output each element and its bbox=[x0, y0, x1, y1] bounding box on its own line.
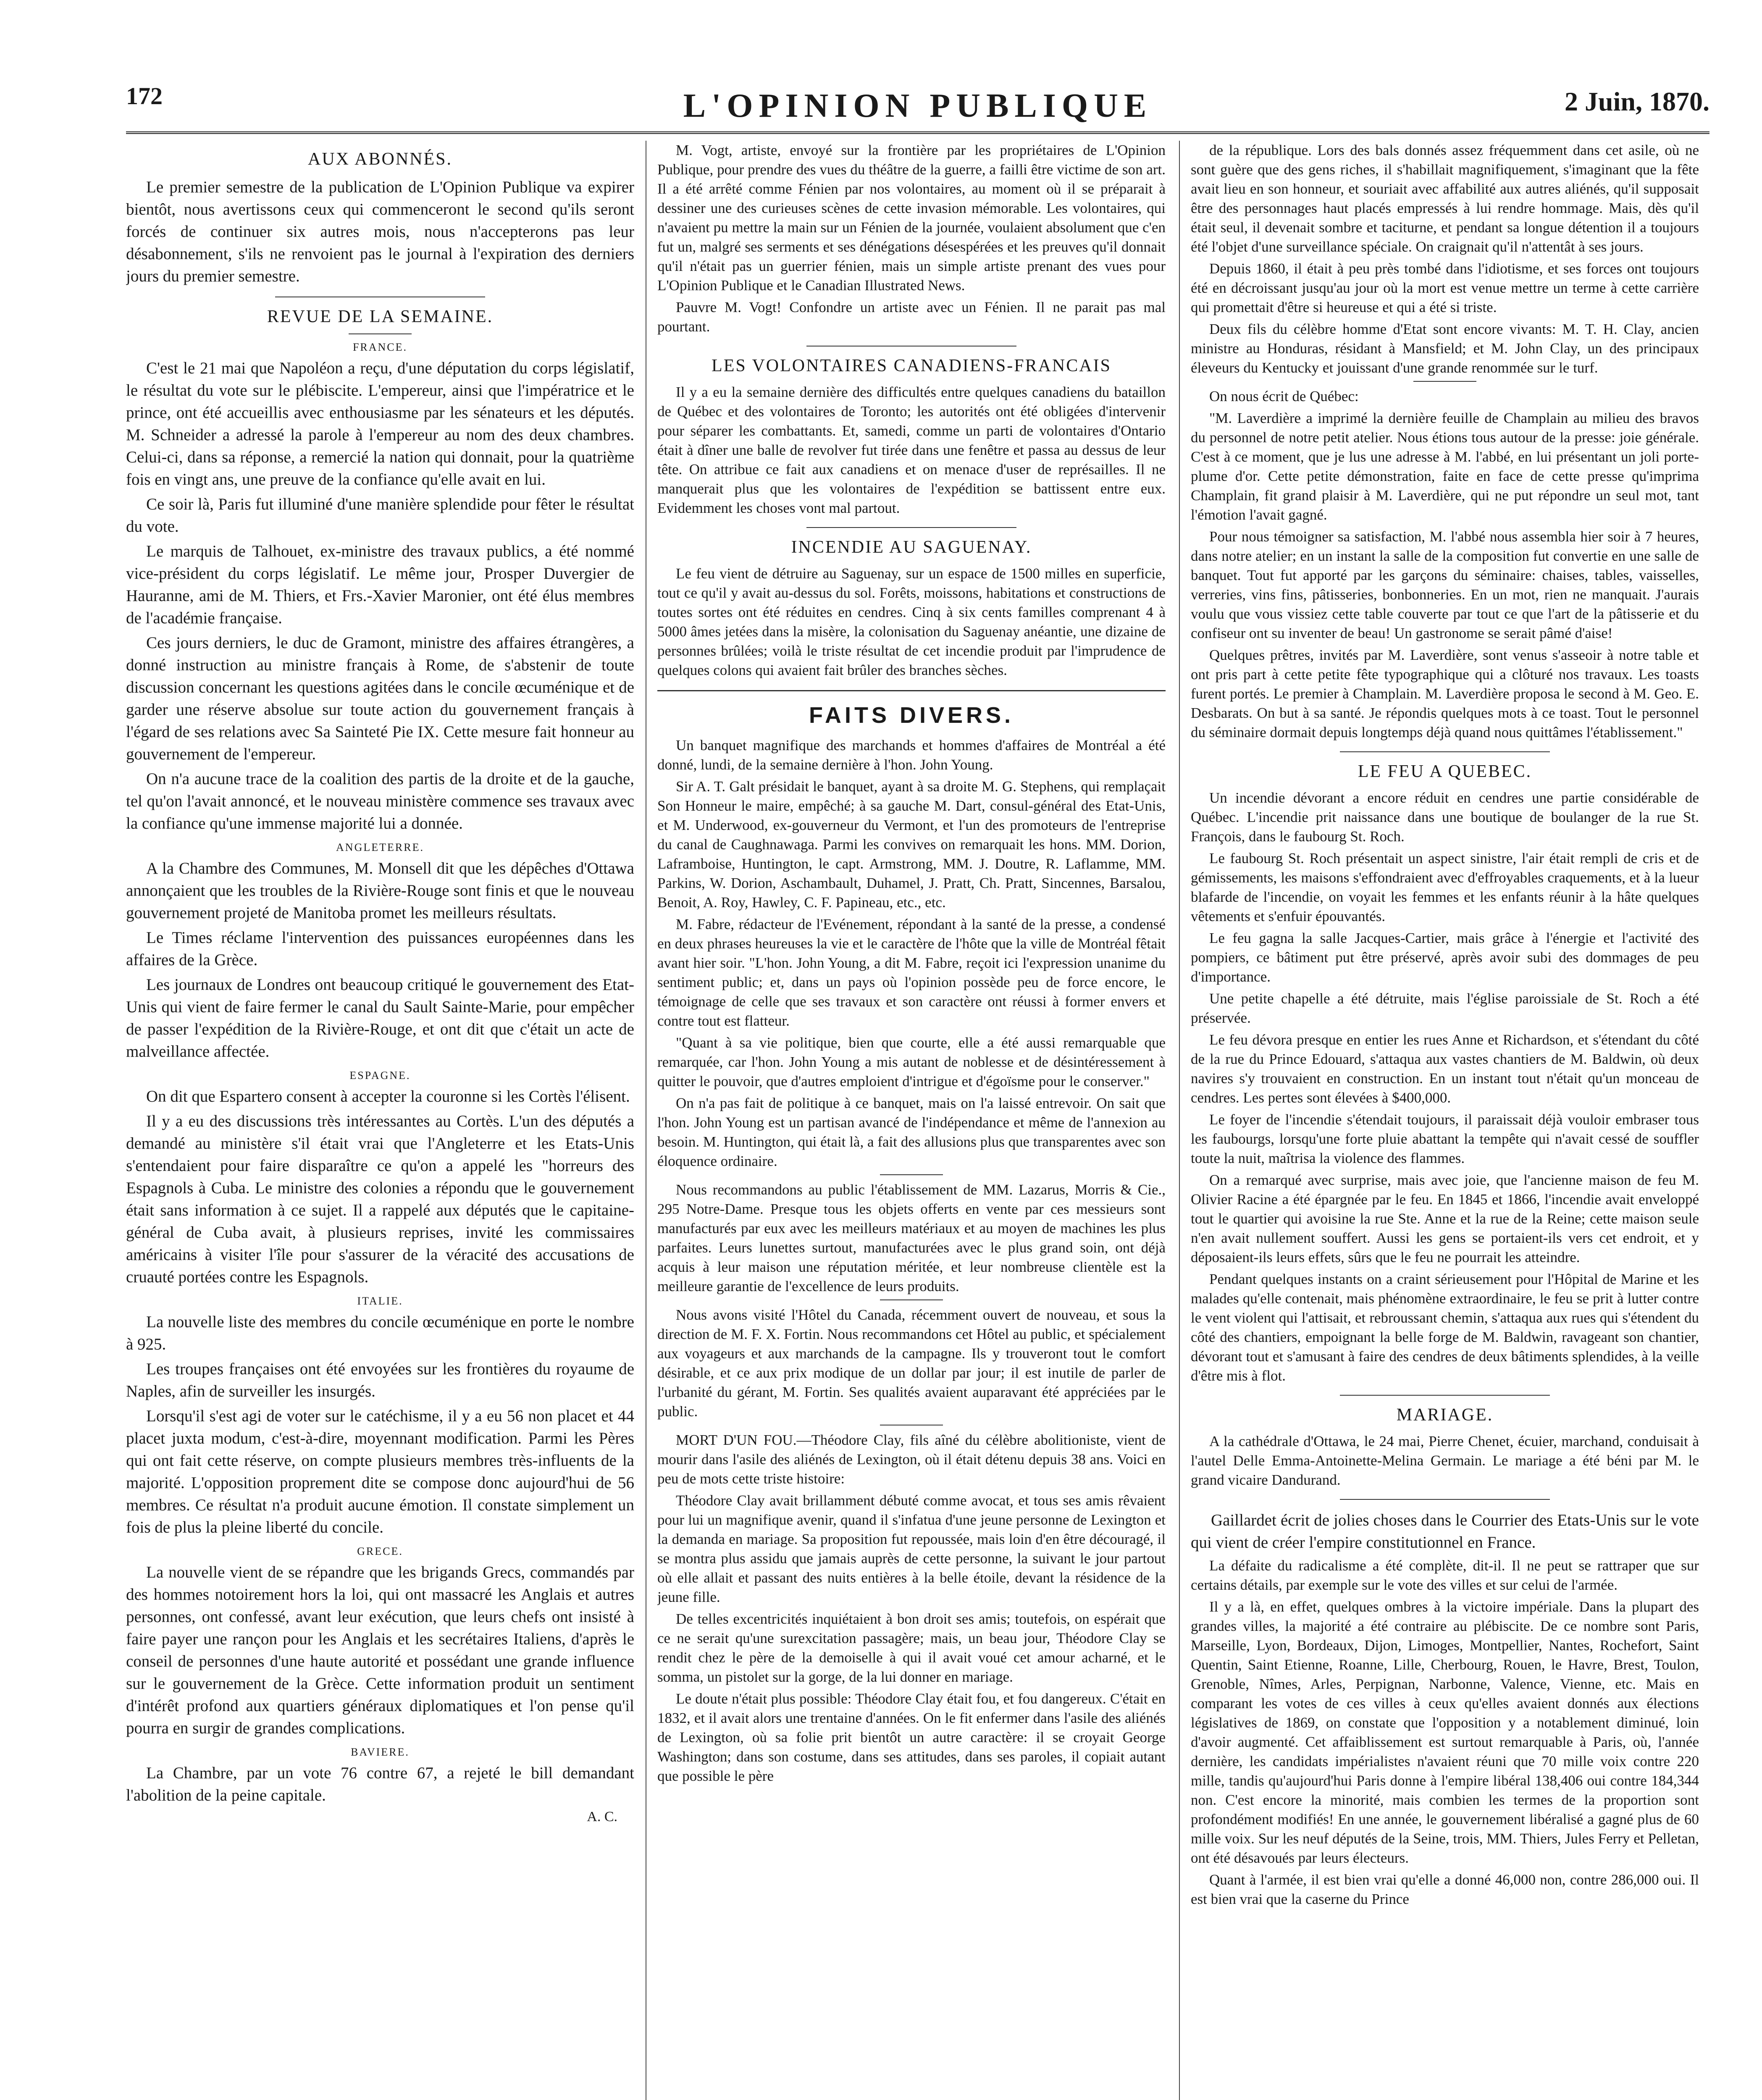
paragraph: Les troupes françaises ont été envoyées sur les frontières du royaume de Naples, afin de surveiller les insurgés. bbox=[126, 1360, 634, 1400]
separator bbox=[349, 333, 412, 334]
paragraph: Il y a là, en effet, quelques ombres à la victoire impériale. Dans la plupart des grandes villes, la majorité a été contraire au plébiscite. De ce nombre sont Paris, Marseille, Lyon, Bordeaux, Dijon, Limoges, Montpellier, Nantes, Rochefort, Saint Quentin, Saint Etienne, Roanne, Lille, Cherbourg, Rouen, le Havre, Brest, Toulon, Grenoble, Nîmes, Arles, Perpignan, Narbonne, Valence, Vienne, etc. Mais en comparant les votes de ces villes à ceux qu'elles avaient donnés aux élections législatives de 1869, on constate que l'opposition y a notablement diminué, loin d'avoir augmenté. Cet affaiblissement est surtout remarquable à Paris, où, l'année dernière, les candidats impérialistes n'avaient réuni que 70 mille voix contre 220 mille, tandis qu'aujourd'hui Paris donne à l'empire libéral 138,406 oui contre 184,344 non. C'est encore la minorité, mais combien les termes de la proportion sont profondément modifiés! En une année, le gouvernement libéralisé a gagné plus de 60 mille voix. Sur les neuf députés de la Seine, trois, MM. Thiers, Jules Ferry et Pelletan, ont été désavoués par leurs électeurs. bbox=[1191, 1599, 1699, 1866]
paragraph: On dit que Espartero consent à accepter la couronne si les Cortès l'élisent. bbox=[146, 1087, 630, 1105]
paragraph: Deux fils du célèbre homme d'Etat sont encore vivants: M. T. H. Clay, ancien ministre au Honduras, résidant à Mansfield; et M. John Clay, un des principaux éleveurs du Kentucky et jouissant d'une grande renommée sur le turf. bbox=[1191, 321, 1699, 376]
paragraph: Le feu dévora presque en entier les rues Anne et Richardson, et s'étendant du côté de la rue du Prince Edouard, s'attaqua aux vastes chantiers de M. Baldwin, où deux navires s'y trouvaient en construction. En un instant tout n'était qu'un monceau de cendres. Les pertes sont élevées à $400,000. bbox=[1191, 1032, 1699, 1106]
paragraph: A la Chambre des Communes, M. Monsell dit que les dépêches d'Ottawa annonçaient que les troubles de la Rivière-Rouge sont finis et que le nouveau gouvernement projeté de Manitoba promet les meilleurs résultats. bbox=[126, 859, 634, 922]
paragraph: Le premier semestre de la publication de L'Opinion Publique va expirer bientôt, nous avertissons ceux qui commenceront le second qu'ils seront forcés de continuer six autres mois, nous n'accepterons pas leur désabonnement, s'ils ne renvoient pas le journal à l'expiration des derniers jours du premier semestre. bbox=[126, 178, 634, 285]
paragraph: On nous écrit de Québec: bbox=[1209, 388, 1359, 404]
paragraph: Nous recommandons au public l'établissement de MM. Lazarus, Morris & Cie., 295 Notre-Dame. Presque tous les objets offerts en vente par ces messieurs sont manufacturés par eux avec les meilleurs matériaux et au moyen de machines les plus parfaites. Leurs lunettes surtout, manufacturées avec le plus grand soin, ont déjà acquis à leur maison une réputation méritée, et leur nombreuse clientèle est la meilleure garantie de l'excellence de leurs produits. bbox=[657, 1181, 1166, 1294]
separator bbox=[880, 1174, 943, 1175]
paragraph: "Quant à sa vie politique, bien que courte, elle a été aussi remarquable que remarquée, car l'hon. John Young a mis autant de noblesse et de désintéressement à quitter le pouvoir, que d'autres emploient d'intrigue et d'égoïsme pour le conserver." bbox=[657, 1034, 1166, 1089]
paragraph: Depuis 1860, il était à peu près tombé dans l'idiotisme, et ses forces ont toujours été en décroissant jusqu'au jour où la mort est venue mettre un terme à cette carrière qui promettait d'être si heureuse et qui a été si triste. bbox=[1191, 260, 1699, 315]
separator bbox=[657, 690, 1166, 691]
paragraph: Le feu vient de détruire au Saguenay, sur un espace de 1500 milles en superficie, tout ce qu'il y avait au-dessus du sol. Forêts, moissons, habitations et constructions de toutes sortes ont été réduites en cendres. Cinq à six cents familles comprenant 4 à 5000 âmes jetées dans la misère, la colonisation du Saguenay anéantie, une dizaine de personnes brûlées; voilà le triste résultat de cet incendie produit par l'imprudence de quelques colons qui avaient fait brûler des branches sèches. bbox=[657, 565, 1166, 678]
page-number: 172 bbox=[126, 82, 163, 110]
paragraph: Le marquis de Talhouet, ex-ministre des travaux publics, a été nommé vice-président du corps législatif. Le même jour, Prosper Duvergier de Hauranne, ami de M. Thiers, et Frs.-Xavier Maronier, ont été élus membres de l'académie française. bbox=[126, 542, 634, 627]
paragraph: Pour nous témoigner sa satisfaction, M. l'abbé nous assembla hier soir à 7 heures, dans notre atelier; en un instant la salle de la composition fut convertie en une salle de banquet. Tout fut apporté par les garçons du séminaire: chaises, tables, vaisselles, verreries, vins fins, pâtisseries, bonbonneries. En un mot, rien ne manquait. J'aurais voulu que vous vissiez cette table couverte par tout ce que l'art de la pâtisserie et du confiseur ont su inventer de beau! Un gastronome se serait pâmé d'aise! bbox=[1191, 528, 1699, 641]
paragraph: Pauvre M. Vogt! Confondre un artiste avec un Fénien. Il ne parait pas mal pourtant. bbox=[657, 299, 1166, 335]
column-3 bbox=[1191, 141, 1699, 2100]
section-heading-faits-divers: FAITS DIVERS. bbox=[809, 703, 1014, 728]
subheading-italie: ITALIE. bbox=[357, 1295, 403, 1307]
paragraph: Théodore Clay avait brillamment débuté comme avocat, et tous ses amis rêvaient pour lui un magnifique avenir, quand il s'infatua d'une jeune personne de Lexington et la demanda en mariage. Sa proposition fut repoussée, mais loin d'en être découragé, il se montra plus assidu que jamais auprès de cette personne, la suivant le jour partout où elle allait et passant des nuits entières à la belle étoile, devant la résidence de la jeune fille. bbox=[657, 1492, 1166, 1605]
paragraph: M. Fabre, rédacteur de l'Evénement, répondant à la santé de la presse, a condensé en deux phrases heureuses la vie et le caractère de l'hôte que la ville de Montréal fêtait avant hier soir. "L'hon. John Young, a dit M. Fabre, reçoit ici l'expression unanime du sentiment public; et, dans un pays où l'opinion possède peu de force encore, le témoignage de celle que ses travaux et son caractère ont réussi à former envers et contre tout est flatteur. bbox=[657, 916, 1166, 1029]
paragraph: Quelques prêtres, invités par M. Laverdière, sont venus s'asseoir à notre table et ont pris part à cette petite fête typographique qui a clôturé nos travaux. Les toasts furent portés. Le premier à Champlain. M. Laverdière proposa le second à M. Geo. E. Desbarats. On but à sa santé. Je répondis quelques mots à ce toast. Tout le personnel du séminaire dormait depuis longtemps déjà quand nous quittâmes l'établissement." bbox=[1191, 647, 1699, 740]
paragraph: Il y a eu la semaine dernière des difficultés entre quelques canadiens du bataillon de Québec et des volontaires de Toronto; les autorités ont été obligées d'intervenir pour séparer les combattants. Et, samedi, comme un parti de volontaires d'Ontario était à dîner une balle de revolver fut tirée dans une fenêtre et passa au dessus de leur tête. On attribue ce fait aux canadiens et on menace d'user de représailles. Il ne manquerait plus que les volontaires de l'expédition se battissent entre eux. Evidemment les choses vont mal partout. bbox=[657, 384, 1166, 516]
paragraph: De telles excentricités inquiétaient à bon droit ses amis; toutefois, on espérait que ce ne serait qu'une surexcitation passagère; mais, un beau jour, Théodore Clay se rendit chez le père de la demoiselle à qui il avait voué cet amour acharné, et le somma, un pistolet sur la gorge, de la lui donner en mariage. bbox=[657, 1611, 1166, 1685]
paragraph: A la cathédrale d'Ottawa, le 24 mai, Pierre Chenet, écuier, marchand, conduisait à l'autel Delle Emma-Antoinette-Melina Germain. Le mariage a été béni par M. le grand vicaire Dandurand. bbox=[1191, 1433, 1699, 1488]
column-2 bbox=[657, 141, 1166, 2100]
paragraph: Le doute n'était plus possible: Théodore Clay était fou, et fou dangereux. C'était en 1832, et il avait alors une trentaine d'années. On le fit enfermer dans l'asile des aliénés de Lexington, où sa folie prit bientôt un autre caractère: il se croyait George Washington; dans son costume, dans ses attitudes, dans ses paroles, il copiait autant que possible le père bbox=[657, 1690, 1166, 1784]
paragraph: Le faubourg St. Roch présentait un aspect sinistre, l'air était rempli de cris et de gémissements, les maisons s'effondraient avec d'effroyables craquements, et à la lueur blafarde de l'incendie, on voyait les femmes et les enfants réunir à la hâte quelques vêtements et s'enfuir épouvantés. bbox=[1191, 850, 1699, 924]
paragraph: Il y a eu des discussions très intéressantes au Cortès. L'un des députés a demandé au ministère s'il était vrai que l'Angleterre et les Etats-Unis s'entendaient pour faire disparaître ce qu'on a appelé les "horreurs des Espagnols à Cuba. Le ministre des colonies a répondu que le gouvernement était sans information à ce sujet. Il a rappelé aux députés que le capitaine-général de Cuba avait, à plusieurs reprises, invité les commissaires américains à visiter l'île pour s'assurer de la véracité des accusations de cruauté portées contre les Espagnols. bbox=[126, 1112, 634, 1286]
paragraph: Le Times réclame l'intervention des puissances européennes dans les affaires de la Grèce. bbox=[126, 929, 634, 969]
signature: A. C. bbox=[587, 1809, 617, 1824]
paragraph: Le foyer de l'incendie s'étendait toujours, il paraissait déjà vouloir embraser tous les faubourgs, lorsqu'une forte pluie abattant la tempête qui n'avait cessé de souffler toute la nuit, maîtrisa la violence des flammes. bbox=[1191, 1111, 1699, 1166]
paragraph: On a remarqué avec surprise, mais avec joie, que l'ancienne maison de feu M. Olivier Racine a été épargnée par le feu. En 1845 et 1866, l'incendie avait enveloppé tout le quartier qui avoisine la rue Ste. Anne et la rue de la Reine; cette maison seule n'en avait nullement souffert. Aussi les gens se portaient-ils vers cet endroit, et y déposaient-ils leurs effets, sûrs que le feu ne pourrait les atteindre. bbox=[1191, 1172, 1699, 1265]
section-heading-abonnes: AUX ABONNÉS. bbox=[307, 150, 453, 169]
separator bbox=[880, 1299, 943, 1300]
issue-date: 2 Juin, 1870. bbox=[1565, 87, 1709, 116]
subheading-angleterre: ANGLETERRE. bbox=[336, 841, 424, 853]
paragraph: "M. Laverdière a imprimé la dernière feuille de Champlain au milieu des bravos du personnel de notre petit atelier. Nous étions tous autour de la presse: joie générale. C'est à ce moment, que je lus une adresse à M. l'abbé, en lui présentant un joli porte-plume d'or. Cette petite démonstration, faite en face de cette presse qu'imprima Champlain, fit grand plaisir à M. Laverdière, qui ne put répondre un seul mot, tant l'émotion l'avait gagné. bbox=[1191, 410, 1699, 523]
subheading-grece: GRECE. bbox=[357, 1545, 403, 1557]
masthead-rule bbox=[126, 131, 1709, 134]
paragraph: Nous avons visité l'Hôtel du Canada, récemment ouvert de nouveau, et sous la direction de M. F. X. Fortin. Nous recommandons cet Hôtel au public, et spécialement aux voyageurs et aux marchands de la campagne. Ils y trouveront tout le comfort désirable, et ce aux prix modique de un dollar par jour; il est inutile de parler de l'urbanité du gérant, M. Fortin. Ses qualités avaient auparavant été appréciées par le public. bbox=[657, 1307, 1166, 1420]
newspaper-title: L'OPINION PUBLIQUE bbox=[683, 87, 1153, 124]
paragraph: La défaite du radicalisme a été complète, dit-il. Il ne peut se rattraper que sur certains détails, par exemple sur le vote des villes et sur celui de l'armée. bbox=[1191, 1557, 1699, 1593]
paragraph: Pendant quelques instants on a craint sérieusement pour l'Hôpital de Marine et les malades qu'elle contenait, mais phénomène extraordinaire, le feu se prit à lutter contre le vent violent qui l'attisait, et rebroussant chemin, s'attaqua aux rues qui s'étendent du côté des chantiers, empoignant la belle forge de M. Baldwin, ravageant son chantier, dévorant tout et s'amusant à faire des cendres de deux bâtiments splendides, à la veille d'être mis à flot. bbox=[1191, 1271, 1699, 1384]
paragraph: Sir A. T. Galt présidait le banquet, ayant à sa droite M. G. Stephens, qui remplaçait Son Honneur le maire, empêché; à sa gauche M. Dart, consul-général des Etat-Unis, et M. Underwood, ex-gouverneur du Vermont, et l'un des promoteurs de l'entreprise du canal de Caughnawaga. Parmi les convives on remarquait les hons. MM. Dorion, Laframboise, Huntington, le capt. Armstrong, MM. J. Doutre, R. Laflamme, MM. Parkins, W. Dorion, Aschambault, Duhamel, J. Pratt, Ch. Pratt, Sincennes, Barsalou, Benoit, A. Roy, Hawley, C. F. Papineau, etc., etc. bbox=[657, 778, 1166, 911]
paragraph: On n'a aucune trace de la coalition des partis de la droite et de la gauche, tel qu'on l'avait annoncé, et le nouveau ministère commence ses travaux avec la confiance qu'une immense majorité lui a donnée. bbox=[126, 770, 634, 832]
masthead bbox=[126, 82, 1709, 145]
column-1 bbox=[126, 141, 634, 2100]
separator bbox=[1340, 751, 1550, 752]
paragraph: Ce soir là, Paris fut illuminé d'une manière splendide pour fêter le résultat du vote. bbox=[126, 495, 634, 536]
paragraph: Lorsqu'il s'est agi de voter sur le catéchisme, il y a eu 56 non placet et 44 placet juxta modum, c'est-à-dire, moyennant modification. Parmi les Pères qui ont fait cette réserve, on compte plusieurs membres très-influents de la majorité. L'opposition proprement dite se compose donc aujourd'hui de 56 membres. Ce résultat n'a produit aucune émotion. Il constate simplement un fois de plus la pleine liberté du concile. bbox=[126, 1407, 634, 1536]
paragraph: Ces jours derniers, le duc de Gramont, ministre des affaires étrangères, a donné instruction au ministre français à Rome, de s'abstenir de toute discussion concernant les questions agitées dans le concile œcuménique et de garder une réserve absolue sur toute action du gouvernement français à l'égard de ses relations avec Sa Sainteté Pie IX. Cette mesure fait honneur au gouvernement de l'empereur. bbox=[126, 634, 634, 763]
paragraph: La nouvelle vient de se répandre que les brigands Grecs, commandés par des hommes notoirement hors la loi, qui ont massacré les Anglais et autres personnes, ont confessé, avant leur exécution, que leurs chefs ont insisté à faire payer une rançon pour les Anglais et les secrétaires Italiens, d'après le conseil de personnes d'une haute autorité et possédant une grande influence sur le gouvernement de la Grèce. Cette information produit un sentiment d'intérêt profond aux quartiers généraux diplomatiques et l'on pense qu'il pourra en surgir de grandes complications. bbox=[126, 1563, 634, 1737]
paragraph: On n'a pas fait de politique à ce banquet, mais on l'a laissé entrevoir. On sait que l'hon. John Young est un partisan avancé de l'indépendance et même de l'annexion au besoin. M. Huntington, qui était là, a fait des allusions plus que transparentes avec son éloquence ordinaire. bbox=[657, 1095, 1166, 1169]
subheading-baviere: BAVIERE. bbox=[351, 1746, 410, 1758]
paragraph: Le feu gagna la salle Jacques-Cartier, mais grâce à l'énergie et l'activité des pompiers, ce bâtiment put être préservé, après avoir subi des dommages de peu d'importance. bbox=[1191, 930, 1699, 985]
paragraph: de la république. Lors des bals donnés assez fréquemment dans cet asile, où ne sont guère que des gens riches, il s'habillait magnifiquement, s'imaginant que la fête avait lieu en son honneur, et souriait avec affabilité aux autres aliénés, qu'il supposait être des personnages haut placés empressés à lui rendre hommage. Mais, dès qu'il était seul, il devenait sombre et taciturne, et pendant sa longue détention il a toujours été l'objet d'une surveillance spéciale. On craignait qu'il n'attentât à ses jours. bbox=[1191, 142, 1699, 255]
paragraph: La nouvelle liste des membres du concile œcuménique en porte le nombre à 925. bbox=[126, 1313, 634, 1353]
section-heading-mariage: MARIAGE. bbox=[1396, 1405, 1494, 1425]
paragraph: Une petite chapelle a été détruite, mais l'église paroissiale de St. Roch a été préservée. bbox=[1191, 990, 1699, 1026]
column-divider-2 bbox=[1179, 141, 1180, 2100]
paragraph: La Chambre, par un vote 76 contre 67, a rejeté le bill demandant l'abolition de la peine capitale. bbox=[126, 1764, 634, 1804]
section-heading-revue: REVUE DE LA SEMAINE. bbox=[267, 307, 494, 326]
paragraph: Quant à l'armée, il est bien vrai qu'elle a donné 46,000 non, contre 286,000 oui. Il est bien vrai que la caserne du Prince bbox=[1191, 1872, 1699, 1907]
separator bbox=[806, 527, 1016, 528]
subheading-france: FRANCE. bbox=[352, 341, 408, 353]
paragraph: C'est le 21 mai que Napoléon a reçu, d'une députation du corps législatif, le résultat du vote sur le plébiscite. L'empereur, ainsi que l'impératrice et le prince, ont été accueillis avec enthousiasme par les sénateurs et les députés. M. Schneider a adressé la parole à l'empereur au nom des deux chambres. Celui-ci, dans sa réponse, a remercié la nation qui donnait, pour la quatrième fois en vingt ans, une preuve de la confiance qu'elle avait en lui. bbox=[126, 359, 634, 488]
section-heading-volontaires: LES VOLONTAIRES CANADIENS-FRANCAIS bbox=[712, 356, 1111, 375]
separator bbox=[1340, 1395, 1550, 1396]
section-heading-feu-quebec: LE FEU A QUEBEC. bbox=[1358, 762, 1532, 781]
separator bbox=[1340, 1499, 1550, 1500]
section-heading-incendie: INCENDIE AU SAGUENAY. bbox=[791, 538, 1032, 557]
paragraph: Un banquet magnifique des marchands et hommes d'affaires de Montréal a été donné, lundi, de la semaine dernière à l'hon. John Young. bbox=[657, 737, 1166, 773]
paragraph: MORT D'UN FOU.—Théodore Clay, fils aîné du célèbre abolitioniste, vient de mourir dans l'asile des aliénés de Lexington, où il était détenu depuis 38 ans. Voici en peu de mots cette triste histoire: bbox=[657, 1432, 1166, 1487]
paragraph: Gaillardet écrit de jolies choses dans le Courrier des Etats-Unis sur le vote qui vient de créer l'empire constitutionnel en France. bbox=[1191, 1511, 1699, 1551]
subheading-espagne: ESPAGNE. bbox=[349, 1069, 411, 1082]
separator bbox=[1413, 381, 1476, 382]
paragraph: Un incendie dévorant a encore réduit en cendres une partie considérable de Québec. L'incendie prit naissance dans une boutique de boulanger de la rue St. François, dans le faubourg St. Roch. bbox=[1191, 790, 1699, 845]
paragraph: M. Vogt, artiste, envoyé sur la frontière par les propriétaires de L'Opinion Publique, pour prendre des vues du théâtre de la guerre, a failli être victime de son art. Il a été arrêté comme Fénien par nos volontaires, au moment où il se préparait à dessiner une des curieuses scènes de cette invasion mémorable. Les volontaires, qui n'avaient pu mettre la main sur un Fénien de la journée, voulaient absolument que c'en fut un, malgré ses serments et ses dénégations désespérées et les preuves qu'il donnait qu'il n'était pas un guerrier fénien, mais un simple artiste prenant des vues pour L'Opinion Publique et le Canadian Illustrated News. bbox=[657, 142, 1166, 294]
paragraph: Les journaux de Londres ont beaucoup critiqué le gouvernement des Etat-Unis qui vient de faire fermer le canal du Sault Sainte-Marie, pour empêcher de passer l'expédition de la Rivière-Rouge, et ont dit que c'était un acte de malveillance affectée. bbox=[126, 976, 634, 1060]
